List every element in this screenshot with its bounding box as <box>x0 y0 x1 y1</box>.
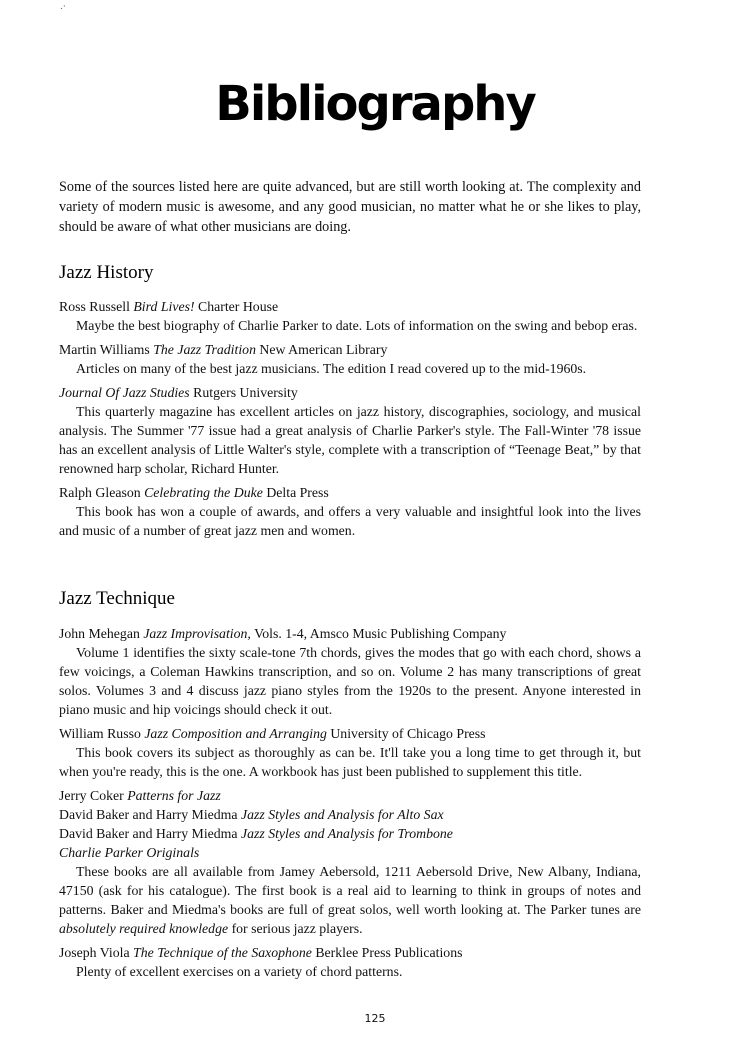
citation <box>59 483 641 502</box>
entry-work-title: Patterns for Jazz <box>127 788 221 803</box>
section-heading-jazz-history: Jazz History <box>59 262 154 283</box>
description-emphasis: absolutely required knowledge <box>59 921 229 936</box>
bibliography-entry <box>59 483 641 540</box>
page-title: Bibliography <box>215 76 535 132</box>
entry-publisher: University of Chicago Press <box>330 726 486 741</box>
citation <box>59 943 641 962</box>
entry-publisher: Vols. 1-4, Amsco Music Publishing Company <box>254 626 507 641</box>
citation <box>59 297 641 316</box>
entry-publisher: Rutgers University <box>193 385 298 400</box>
citation <box>59 340 641 359</box>
citation <box>59 786 641 805</box>
bibliography-entry <box>59 624 641 719</box>
entry-description: This book covers its subject as thoroughly as can be. It'll take you a long time to get through it, but when you're ready, this is the one. A workbook has just been published to supplement this title. <box>59 745 641 779</box>
bibliography-entry <box>59 943 641 981</box>
citation <box>59 624 641 643</box>
entry-author: William Russo <box>59 726 141 741</box>
entry-author: Jerry Coker <box>59 788 124 803</box>
entry-description: Plenty of excellent exercises on a variety of chord patterns. <box>76 964 403 979</box>
entry-publisher: Delta Press <box>266 485 329 500</box>
entry-description: Maybe the best biography of Charlie Parker to date. Lots of information on the swing and bebop eras. <box>76 318 638 333</box>
description-text: These books are all available from Jamey Aebersold, 1211 Aebersold Drive, New Albany, Indiana, 47150 (ask for his catalogue). The first book is a real aid to learning to think in groups of notes and patterns. Baker and Miedma's books are full of great solos, well worth looking at. The Parker tunes are <box>59 864 641 917</box>
citation <box>59 805 641 824</box>
entry-author: David Baker and Harry Miedma <box>59 826 238 841</box>
entry-work-title: Celebrating the Duke <box>144 485 263 500</box>
entry-description <box>59 862 641 938</box>
entry-author: Joseph Viola <box>59 945 130 960</box>
entry-publisher: Berklee Press Publications <box>315 945 463 960</box>
entry-author: David Baker and Harry Miedma <box>59 807 238 822</box>
entry-author: Ross Russell <box>59 299 130 314</box>
entry-publisher: New American Library <box>259 342 388 357</box>
bibliography-entry <box>59 724 641 781</box>
section-heading-jazz-technique: Jazz Technique <box>59 588 175 609</box>
entry-work-title: Jazz Styles and Analysis for Trombone <box>240 826 453 841</box>
entry-work-title: Jazz Improvisation, <box>143 626 251 641</box>
entry-description: Volume 1 identifies the sixty scale-tone 7th chords, gives the modes that go with each chord, shows a few voicings, a Coleman Hawkins transcription, and so on. Volume 2 has many transcriptions of great solos. Volumes 3 and 4 discuss jazz piano styles from the 1920s to the present. Anyone interested in piano music and hip voicings should check it out. <box>59 645 641 717</box>
section-jazz-history <box>59 297 641 545</box>
entry-work-title: Charlie Parker Originals <box>59 845 200 860</box>
bibliography-entry <box>59 340 641 378</box>
citation <box>59 724 641 743</box>
scan-speck: .· <box>60 2 66 12</box>
bibliography-entry <box>59 297 641 335</box>
entry-work-title: Jazz Styles and Analysis for Alto Sax <box>240 807 444 822</box>
citation <box>59 843 641 862</box>
bibliography-entry <box>59 383 641 478</box>
entry-work-title: The Jazz Tradition <box>153 342 256 357</box>
entry-author: Ralph Gleason <box>59 485 141 500</box>
citation <box>59 824 641 843</box>
entry-work-title: Journal Of Jazz Studies <box>59 385 190 400</box>
page-number: 125 <box>364 1012 386 1025</box>
bibliography-group-entry <box>59 786 641 938</box>
description-text: for serious jazz players. <box>231 921 363 936</box>
entry-work-title: The Technique of the Saxophone <box>133 945 312 960</box>
entry-publisher: Charter House <box>198 299 279 314</box>
entry-work-title: Jazz Composition and Arranging <box>144 726 327 741</box>
section-jazz-technique <box>59 624 641 981</box>
entry-description: This quarterly magazine has excellent articles on jazz history, discographies, sociology, and musical analysis. The Summer '77 issue had a great analysis of Charlie Parker's style. The Fall-Winter '78 issue has an excellent analysis of Little Walter's style, complete with a transcription of “Teenage Beat,” by that renowned harp scholar, Richard Hunter. <box>59 404 641 476</box>
entry-work-title: Bird Lives! <box>133 299 195 314</box>
entry-description: Articles on many of the best jazz musicians. The edition I read covered up to the mid-1960s. <box>76 361 587 376</box>
entry-author: John Mehegan <box>59 626 140 641</box>
citation <box>59 383 641 402</box>
entry-description: This book has won a couple of awards, and offers a very valuable and insightful look into the lives and music of a number of great jazz men and women. <box>59 504 641 538</box>
entry-author: Martin Williams <box>59 342 150 357</box>
intro-paragraph: Some of the sources listed here are quite advanced, but are still worth looking at. The complexity and variety of modern music is awesome, and any good musician, no matter what he or she likes to play, should be aware of what other musicians are doing. <box>59 179 641 235</box>
